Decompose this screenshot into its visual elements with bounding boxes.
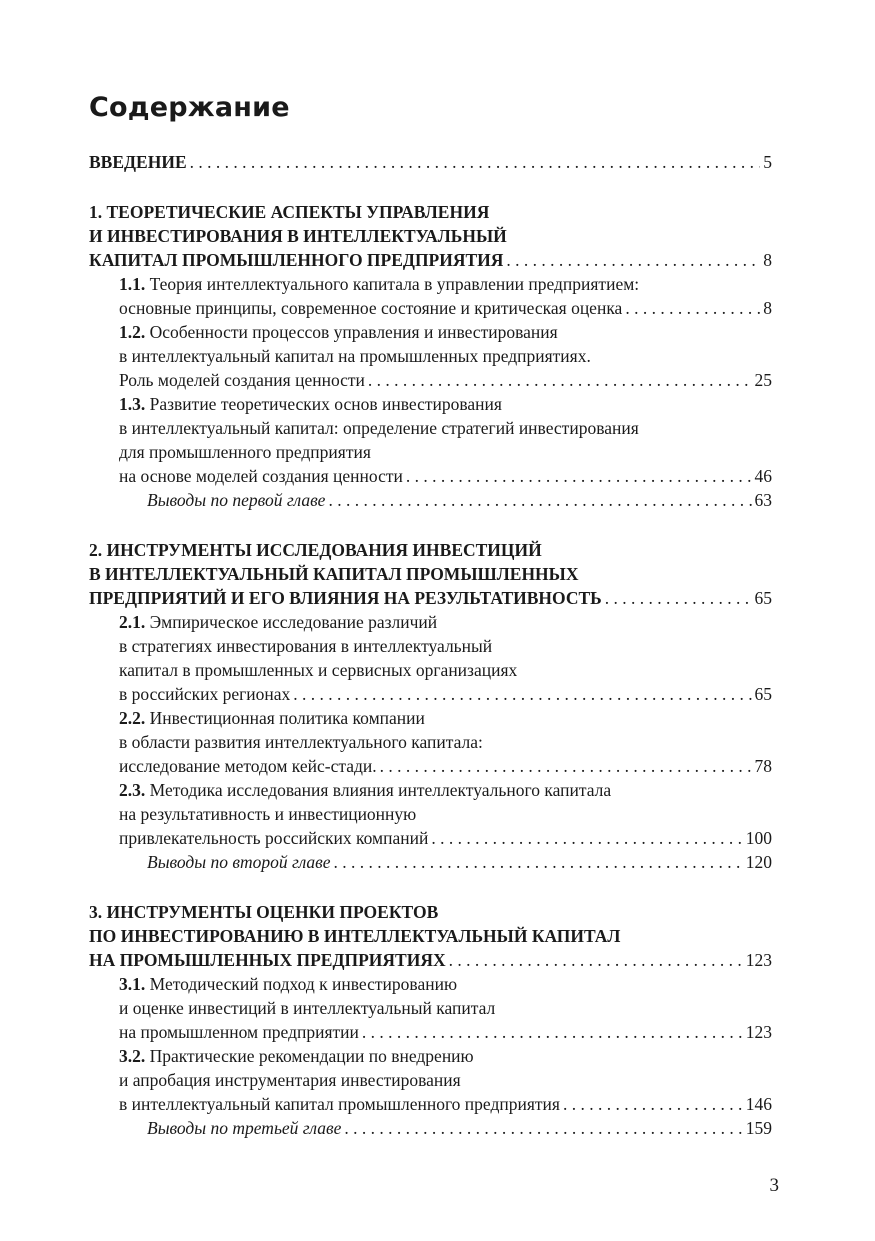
toc-section-3-1[interactable]: 3.1. Методический подход к инвестированию и оценке инвестиций в интеллектуальный капитал на промышленном предприятии . . . 123 xyxy=(89,972,772,1044)
toc-page-number: 5 xyxy=(763,152,772,172)
dot-leader xyxy=(449,948,743,972)
section-number: 1.3. xyxy=(119,394,146,414)
toc-section-1-1[interactable]: 1.1. Теория интеллектуального капитала в управлении предприятием: основные принципы, современное состояние и критическая оценка . . . 8 xyxy=(89,272,772,320)
toc-section-2-3[interactable]: 2.3. Методика исследования влияния интеллектуального капитала на результативность и инвестиционную привлекательность российских компаний . . . 100 xyxy=(89,778,772,850)
chapter-title-line: 2. ИНСТРУМЕНТЫ ИССЛЕДОВАНИЯ ИНВЕСТИЦИЙ xyxy=(89,540,542,560)
page-number: 3 xyxy=(769,1175,779,1196)
dot-leader xyxy=(380,754,752,778)
dot-leader xyxy=(431,826,742,850)
toc-chapter-2[interactable] xyxy=(89,538,772,610)
chapter-title-line: И ИНВЕСТИРОВАНИЯ В ИНТЕЛЛЕКТУАЛЬНЫЙ xyxy=(89,226,507,246)
toc-conclusion-1[interactable]: Выводы по первой главе . . . 63 xyxy=(89,488,772,512)
dot-leader xyxy=(563,1092,743,1116)
toc-page-number: 65 xyxy=(754,588,772,608)
toc-section-2-1[interactable]: 2.1. Эмпирическое исследование различий в стратегиях инвестирования в интеллектуальный капитал в промышленных и сервисных организациях в российских регионах . . . 65 xyxy=(89,610,772,706)
dot-leader xyxy=(362,1020,743,1044)
toc-section-1-2[interactable]: 1.2. Особенности процессов управления и инвестирования в интеллектуальный капитал на промышленных предприятиях. Роль моделей создания ценности . . . 25 xyxy=(89,320,772,392)
toc-section-2-2[interactable]: 2.2. Инвестиционная политика компании в области развития интеллектуального капитала: исследование методом кейс-стади. . . . 78 xyxy=(89,706,772,778)
dot-leader xyxy=(293,682,751,706)
toc-conclusion-2[interactable]: Выводы по второй главе . . . 120 xyxy=(89,850,772,874)
dot-leader xyxy=(328,488,751,512)
section-number: 2.2. xyxy=(119,708,146,728)
chapter-title-line: 3. ИНСТРУМЕНТЫ ОЦЕНКИ ПРОЕКТОВ xyxy=(89,902,439,922)
toc-conclusion-3[interactable]: Выводы по третьей главе . . . 159 xyxy=(89,1116,772,1140)
toc-page-number: 63 xyxy=(754,490,772,510)
chapter-title-line: ПО ИНВЕСТИРОВАНИЮ В ИНТЕЛЛЕКТУАЛЬНЫЙ КАПИТАЛ xyxy=(89,926,621,946)
toc-section-3-2[interactable]: 3.2. Практические рекомендации по внедрению и апробация инструментария инвестирования в интеллектуальный капитал промышленного предприятия . . . 146 xyxy=(89,1044,772,1116)
page-title: Содержание xyxy=(89,92,290,123)
toc-page-number: 123 xyxy=(745,1022,772,1042)
toc-section-1-3[interactable]: 1.3. Развитие теоретических основ инвестирования в интеллектуальный капитал: определение стратегий инвестирования для промышленного предприятия на основе моделей создания ценности . . . 46 xyxy=(89,392,772,488)
dot-leader xyxy=(406,464,752,488)
dot-leader xyxy=(368,368,752,392)
toc-page-number: 100 xyxy=(745,828,772,848)
chapter-title-line: ПРЕДПРИЯТИЙ И ЕГО ВЛИЯНИЯ НА РЕЗУЛЬТАТИВНОСТЬ . . . 65 xyxy=(89,586,772,610)
toc-page-number: 8 xyxy=(763,298,772,318)
toc-page-number: 146 xyxy=(745,1094,772,1114)
dot-leader xyxy=(334,850,743,874)
section-number: 3.1. xyxy=(119,974,146,994)
toc-page-number: 46 xyxy=(754,466,772,486)
toc-page-number: 8 xyxy=(763,250,772,270)
chapter-title-line: КАПИТАЛ ПРОМЫШЛЕННОГО ПРЕДПРИЯТИЯ . . . 8 xyxy=(89,248,772,272)
table-of-contents xyxy=(89,150,772,1140)
toc-entry-intro[interactable] xyxy=(89,150,772,174)
section-number: 3.2. xyxy=(119,1046,146,1066)
toc-page-number: 123 xyxy=(745,950,772,970)
chapter-title-line: В ИНТЕЛЛЕКТУАЛЬНЫЙ КАПИТАЛ ПРОМЫШЛЕННЫХ xyxy=(89,564,579,584)
toc-page-number: 78 xyxy=(754,756,772,776)
chapter-title-line: НА ПРОМЫШЛЕННЫХ ПРЕДПРИЯТИЯХ . . . 123 xyxy=(89,948,772,972)
chapter-title-line: 1. ТЕОРЕТИЧЕСКИЕ АСПЕКТЫ УПРАВЛЕНИЯ xyxy=(89,202,490,222)
dot-leader xyxy=(506,248,760,272)
toc-chapter-3[interactable] xyxy=(89,900,772,972)
dot-leader xyxy=(190,150,761,174)
toc-page-number: 25 xyxy=(754,370,772,390)
dot-leader xyxy=(625,296,760,320)
toc-entry-title: ВВЕДЕНИЕ xyxy=(89,152,187,172)
dot-leader xyxy=(605,586,752,610)
section-number: 1.1. xyxy=(119,274,146,294)
section-number: 2.3. xyxy=(119,780,146,800)
section-number: 1.2. xyxy=(119,322,146,342)
section-number: 2.1. xyxy=(119,612,146,632)
toc-page-number: 120 xyxy=(745,852,772,872)
toc-chapter-1[interactable] xyxy=(89,200,772,272)
toc-page-number: 159 xyxy=(745,1118,772,1138)
dot-leader xyxy=(344,1116,742,1140)
toc-page-number: 65 xyxy=(754,684,772,704)
